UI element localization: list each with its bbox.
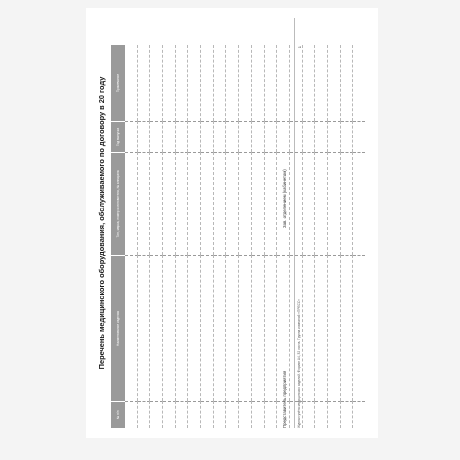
table-row [327,45,340,428]
table-cell [302,122,315,153]
table-cell [251,45,264,122]
table-cell [315,401,328,428]
table-cell [251,152,264,255]
table-cell [163,256,176,402]
table-cell [302,152,315,255]
document-page [86,8,378,438]
page-number: 1 [297,46,302,49]
table-cell [137,256,150,402]
table-cell [264,45,277,122]
table-cell [353,256,365,402]
table-cell [150,122,163,153]
table-row [340,45,353,428]
table-cell [277,122,290,153]
col-header-year: Год выпуска [111,122,125,153]
table-cell [226,401,239,428]
table-cell [340,122,353,153]
equipment-table [111,45,365,428]
table-cell [163,122,176,153]
table-cell [175,45,188,122]
table-cell [163,45,176,122]
table-cell [264,152,277,255]
table-cell [327,122,340,153]
table-cell [302,45,315,122]
table-cell [264,401,277,428]
table-cell [289,152,302,255]
table-cell [163,152,176,255]
table-cell [125,152,137,255]
table-cell [125,401,137,428]
table-cell [327,401,340,428]
table-row [213,45,226,428]
table-cell [327,256,340,402]
table-cell [213,256,226,402]
table-row [264,45,277,428]
table-row [226,45,239,428]
table-cell [201,122,214,153]
table-cell [125,256,137,402]
table-cell [315,45,328,122]
table-cell [353,152,365,255]
table-row [175,45,188,428]
table-cell [213,122,226,153]
table-cell [226,152,239,255]
table-cell [188,256,201,402]
table-cell [226,45,239,122]
table-cell [175,152,188,255]
table-row [137,45,150,428]
table-cell [340,401,353,428]
table-row [150,45,163,428]
table-cell [226,122,239,153]
table-row [315,45,328,428]
table-cell [188,45,201,122]
table-header-row [111,45,125,428]
table-cell [340,152,353,255]
signature-right-label: Зав. отделением (кабинетом) [282,169,287,228]
table-cell [125,45,137,122]
table-cell [239,122,252,153]
table-cell [201,256,214,402]
table-cell [188,122,201,153]
table-cell [353,45,365,122]
table-cell [201,152,214,255]
table-cell [226,256,239,402]
table-cell [353,122,365,153]
table-cell [239,152,252,255]
table-row [201,45,214,428]
table-cell [251,256,264,402]
col-header-number: № п/п [111,401,125,428]
table-cell [277,45,290,122]
table-cell [315,256,328,402]
table-cell [239,45,252,122]
table-cell [137,45,150,122]
table-row [163,45,176,428]
table-row [239,45,252,428]
table-cell [175,256,188,402]
table-cell [188,401,201,428]
table-cell [315,152,328,255]
table-cell [201,45,214,122]
table-cell [150,152,163,255]
col-header-name: Наименование изделия [111,256,125,402]
table-cell [175,122,188,153]
rotated-content [86,8,378,438]
document-title: Перечень медицинского оборудования, обслуживаемого по договору в 20 году [97,76,106,370]
table-row [125,45,137,428]
table-cell [137,401,150,428]
table-cell [327,45,340,122]
table-cell [163,401,176,428]
table-cell [213,152,226,255]
table-cell [188,152,201,255]
table-cell [137,122,150,153]
table-cell [137,152,150,255]
table-cell [150,401,163,428]
table-cell [125,122,137,153]
table-cell [302,401,315,428]
table-cell [340,256,353,402]
footer-rule [294,18,295,428]
table-cell [213,45,226,122]
table-cell [201,401,214,428]
table-cell [251,122,264,153]
table-row [188,45,201,428]
table-cell [264,122,277,153]
table-cell [150,256,163,402]
table-cell [289,122,302,153]
footnote: Журнал учёта медицинских изделий. Формат А4, 32 листа. Группа компаний «ПРЕСС» [297,299,301,428]
col-header-type: Тип, марка, номер изготовителя, № аппарата [111,152,125,255]
table-cell [302,256,315,402]
signature-left-label: Представитель предприятия [282,370,287,428]
table-cell [239,401,252,428]
table-cell [315,122,328,153]
table-cell [150,45,163,122]
table-cell [353,401,365,428]
table-row [251,45,264,428]
col-header-note: Примечание [111,45,125,122]
table-cell [213,401,226,428]
table-cell [251,401,264,428]
table-cell [327,152,340,255]
table-cell [264,256,277,402]
table-row [353,45,365,428]
table-cell [239,256,252,402]
table-cell [175,401,188,428]
table-cell [340,45,353,122]
table-cell [289,45,302,122]
table-row [302,45,315,428]
